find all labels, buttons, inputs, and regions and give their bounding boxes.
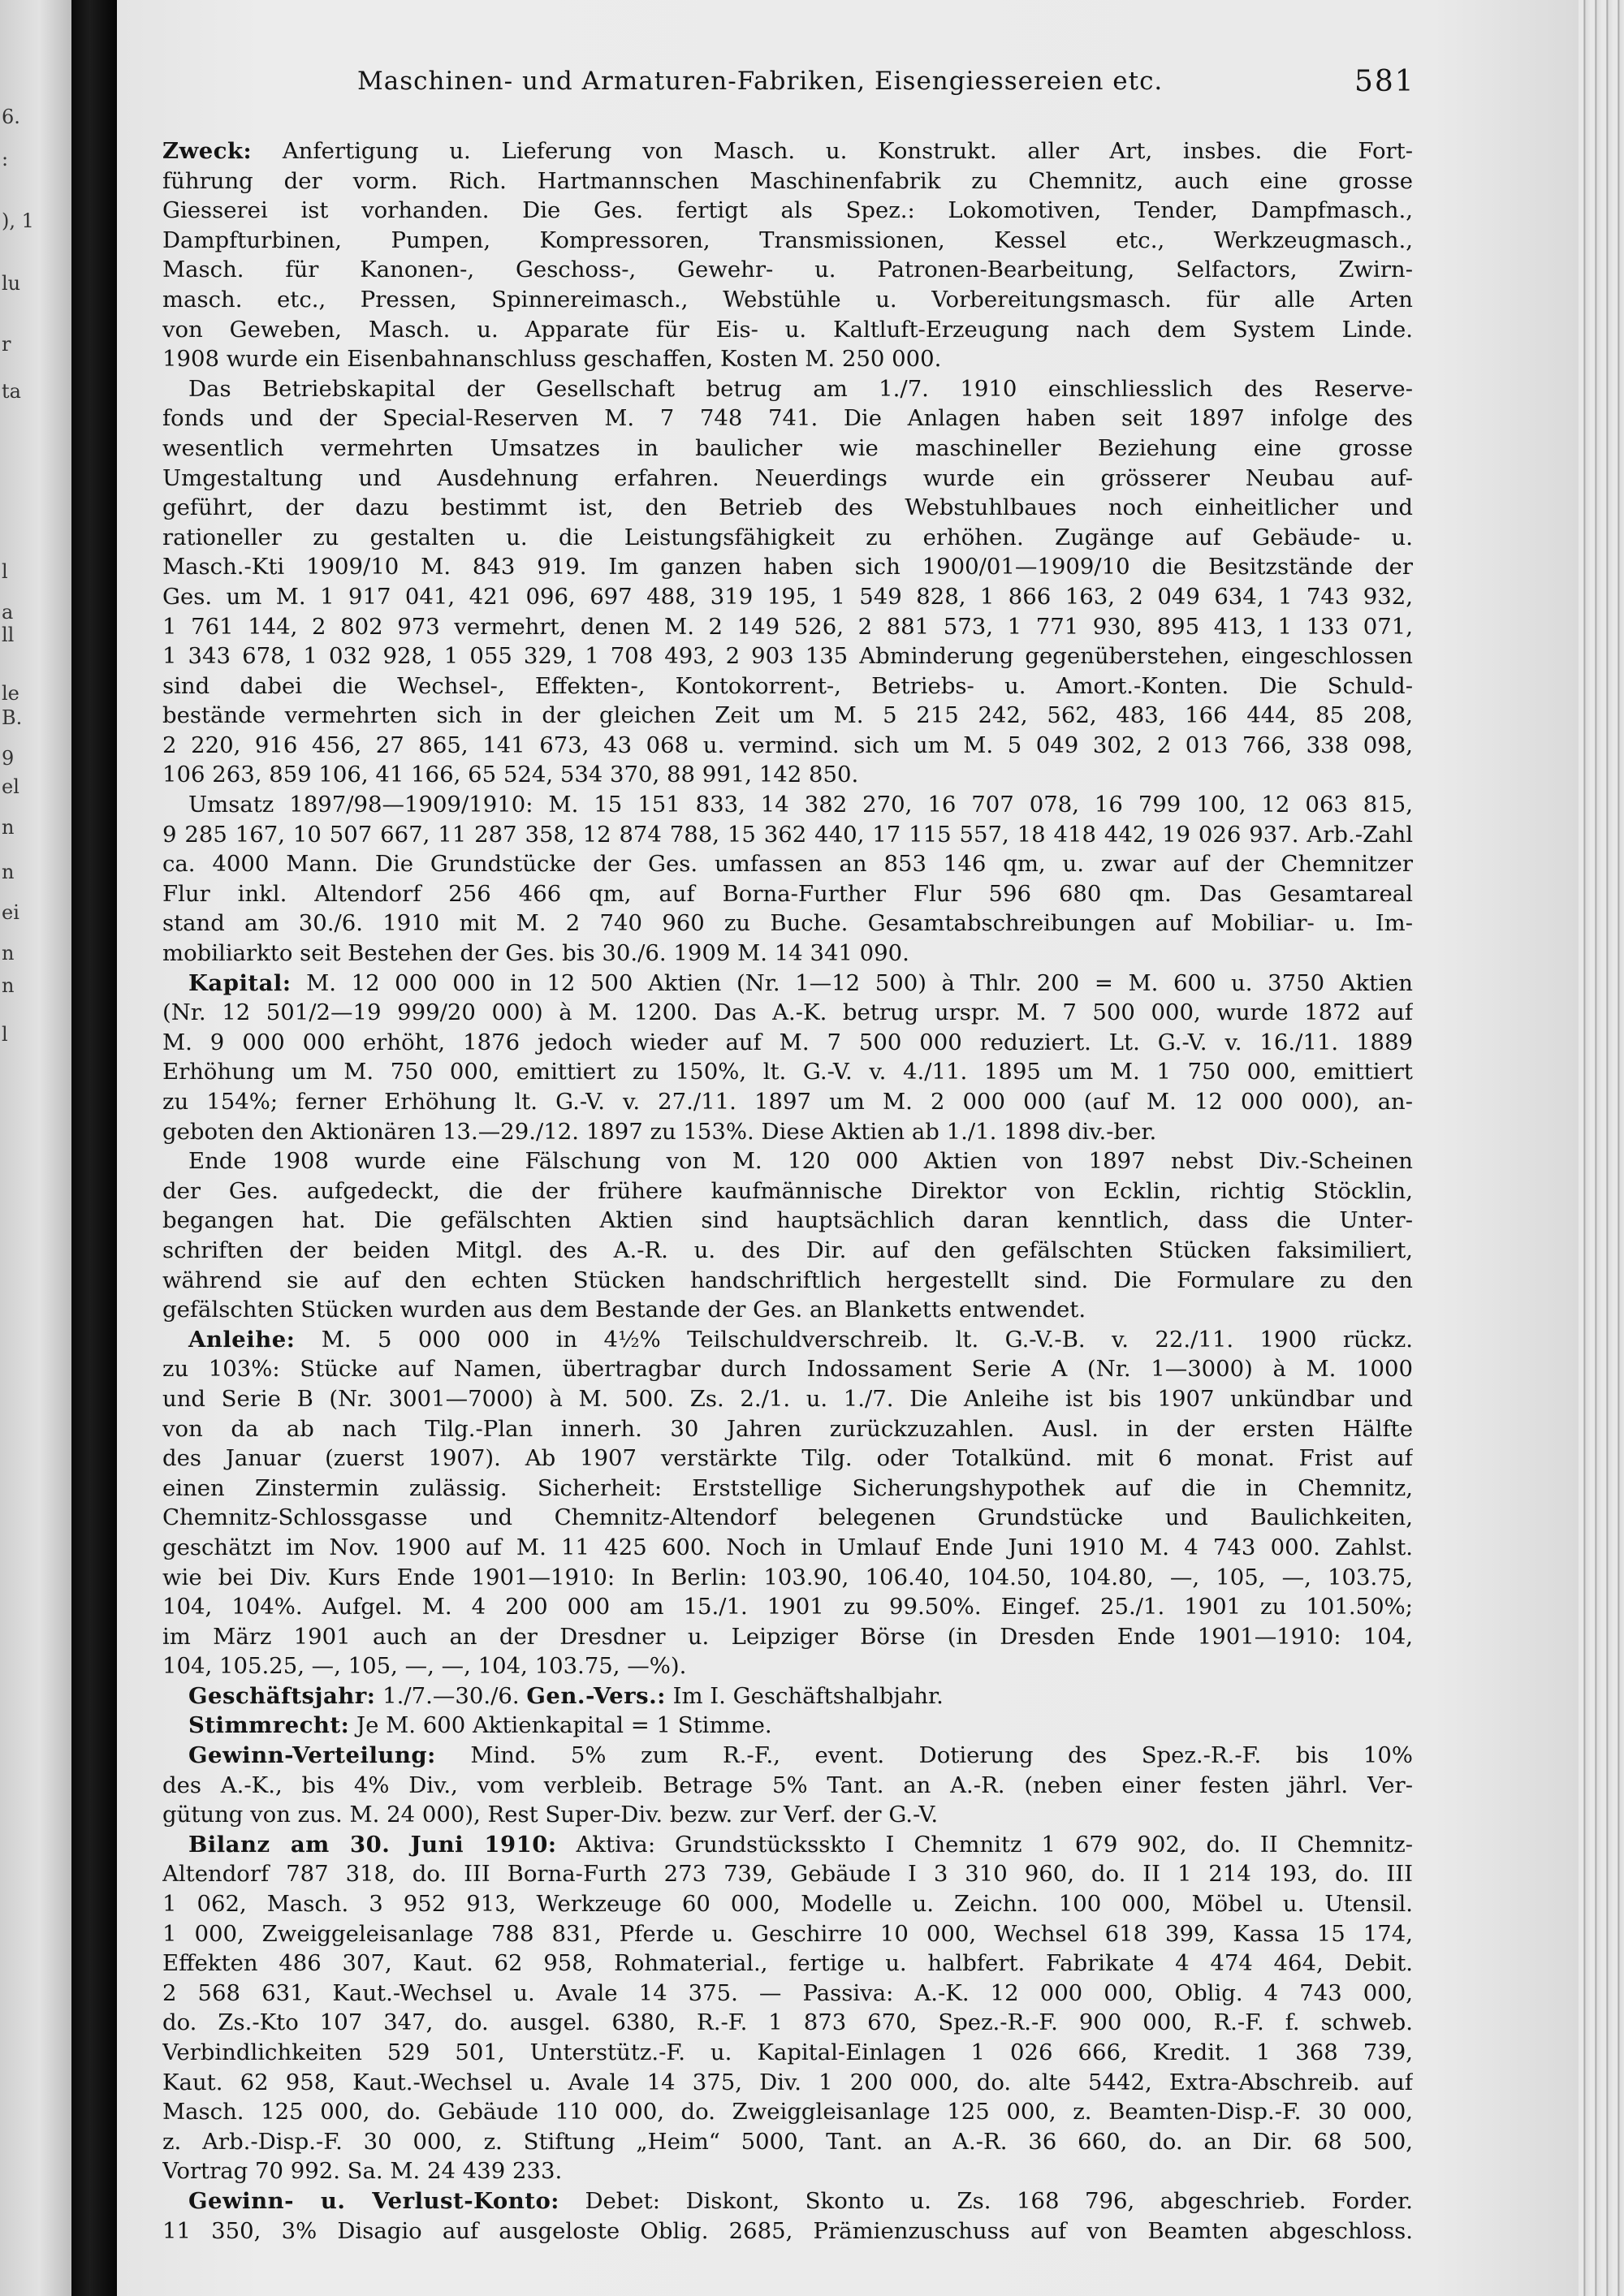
text-line bbox=[162, 1206, 1413, 1236]
previous-page-edge bbox=[0, 0, 71, 2296]
text-line bbox=[162, 434, 1413, 464]
margin-fragment: le bbox=[2, 682, 19, 705]
line-text: und Serie B (Nr. 3001—7000) à M. 500. Zs. 2./1. u. 1./7. Die Anleihe ist bis 1907 unkündbar und bbox=[162, 1385, 1413, 1412]
line-text: z. Arb.-Disp.-F. 30 000, z. Stiftung „Heim“ 5000, Tant. an A.-R. 36 660, do. an Dir. 68 500, bbox=[162, 2128, 1413, 2155]
line-text: Flur inkl. Altendorf 256 466 qm, auf Borna-Further Flur 596 680 qm. Das Gesamtareal bbox=[162, 880, 1413, 907]
line-text: 1 000, Zweiggeleisanlage 788 831, Pferde u. Geschirre 10 000, Wechsel 618 399, Kassa 15 174, bbox=[162, 1920, 1413, 1947]
line-text: 1./7.—30./6. bbox=[375, 1682, 527, 1709]
text-line bbox=[162, 226, 1413, 256]
text-line bbox=[162, 582, 1413, 612]
margin-fragment: a bbox=[2, 601, 14, 624]
margin-fragment: ll bbox=[2, 624, 15, 646]
line-text: sind dabei die Wechsel-, Effekten-, Kontokorrent-, Betriebs- u. Amort.-Konten. Die Schuld- bbox=[162, 672, 1413, 699]
line-text: geboten den Aktionären 13.—29./12. 1897 zu 153%. Diese Aktien ab 1./1. 1898 div.-ber. bbox=[162, 1118, 1157, 1145]
line-text: Anfertigung u. Lieferung von Masch. u. Konstrukt. aller Art, insbes. die Fort- bbox=[252, 138, 1413, 164]
line-text: 106 263, 859 106, 41 166, 65 524, 534 370, 88 991, 142 850. bbox=[162, 762, 859, 788]
text-line bbox=[162, 464, 1413, 494]
line-text: Giesserei ist vorhanden. Die Ges. fertigt als Spez.: Lokomotiven, Tender, Dampfmasch., bbox=[162, 197, 1413, 224]
text-line bbox=[162, 2127, 1413, 2157]
line-text: der Ges. aufgedeckt, die der frühere kaufmännische Direktor von Ecklin, richtig Stöcklin, bbox=[162, 1177, 1413, 1204]
margin-fragment: : bbox=[2, 148, 9, 170]
line-text: im März 1901 auch an der Dresdner u. Leipziger Börse (in Dresden Ende 1901—1910: 104, bbox=[162, 1623, 1413, 1650]
line-text: Verbindlichkeiten 529 501, Unterstütz.-F. u. Kapital-Einlagen 1 026 666, Kredit. 1 368 739, bbox=[162, 2039, 1413, 2065]
margin-fragment: n bbox=[2, 942, 15, 965]
line-text: Umgestaltung und Ausdehnung erfahren. Neuerdings wurde ein grösserer Neubau auf- bbox=[162, 464, 1413, 491]
line-text: 11 350, 3% Disagio auf ausgeloste Oblig. 2685, Prämienzuschuss auf von Beamten abgeschloss. bbox=[162, 2217, 1413, 2244]
line-text: schriften der beiden Mitgl. des A.-R. u. des Dir. auf den gefälschten Stücken faksimiliert, bbox=[162, 1236, 1413, 1263]
line-text: gefälschten Stücken wurden aus dem Bestande der Ges. an Blanketts entwendet. bbox=[162, 1297, 1086, 1323]
text-line bbox=[162, 1146, 1413, 1176]
text-line bbox=[162, 2068, 1413, 2098]
text-line bbox=[162, 1236, 1413, 1266]
line-text: von da ab nach Tilg.-Plan innerh. 30 Jahren zurückzuzahlen. Ausl. in der ersten Hälfte bbox=[162, 1415, 1413, 1442]
text-line bbox=[162, 196, 1413, 226]
section-keyword: Zweck: bbox=[162, 138, 253, 164]
line-text: Erhöhung um M. 750 000, emittiert zu 150%, lt. G.-V. v. 4./11. 1895 um M. 1 750 000, emittiert bbox=[162, 1059, 1413, 1085]
line-text: bestände vermehrten sich in der gleichen Zeit um M. 5 215 242, 562, 483, 166 444, 85 208, bbox=[162, 702, 1413, 729]
line-text: ca. 4000 Mann. Die Grundstücke der Ges. umfassen an 853 146 qm, u. zwar auf der Chemnitzer bbox=[162, 851, 1413, 878]
margin-fragment: ei bbox=[2, 901, 19, 924]
text-line bbox=[162, 701, 1413, 731]
line-text: wesentlich vermehrten Umsatzes in baulicher wie maschineller Beziehung eine grosse bbox=[162, 434, 1413, 461]
margin-fragment: ), 1 bbox=[2, 209, 34, 232]
line-text: einen Zinstermin zulässig. Sicherheit: Erststellige Sicherungshypothek auf die in Chemnitz, bbox=[162, 1474, 1413, 1501]
text-line bbox=[162, 1057, 1413, 1087]
text-line bbox=[162, 939, 1413, 969]
line-text: Debet: Diskont, Skonto u. Zs. 168 796, abgeschrieb. Forder. bbox=[559, 2187, 1413, 2214]
margin-fragment: r bbox=[2, 333, 11, 356]
text-line bbox=[162, 1414, 1413, 1444]
text-line bbox=[162, 285, 1413, 315]
line-text: M. 5 000 000 in 4½% Teilschuldverschreib. lt. G.-V.-B. v. 22./11. 1900 rückz. bbox=[295, 1326, 1413, 1353]
text-line bbox=[162, 1859, 1413, 1889]
text-line bbox=[162, 1889, 1413, 1919]
text-line bbox=[162, 2008, 1413, 2038]
line-text: Im I. Geschäftshalbjahr. bbox=[665, 1682, 944, 1709]
book-gutter bbox=[71, 0, 117, 2296]
text-line bbox=[162, 1651, 1413, 1681]
text-line bbox=[162, 2097, 1413, 2127]
line-text: Mind. 5% zum R.-F., event. Dotierung des Spez.-R.-F. bis 10% bbox=[435, 1742, 1413, 1769]
line-text: do. Zs.-Kto 107 347, do. ausgel. 6380, R.-F. 1 873 670, Spez.-R.-F. 900 000, R.-F. f. schweb. bbox=[162, 2009, 1413, 2036]
text-line bbox=[162, 1354, 1413, 1384]
text-line bbox=[162, 612, 1413, 642]
text-line bbox=[162, 671, 1413, 701]
text-line bbox=[162, 969, 1413, 999]
line-text: Aktiva: Grundstücksskto I Chemnitz 1 679 902, do. II Chemnitz- bbox=[556, 1831, 1413, 1858]
text-line bbox=[162, 2186, 1413, 2216]
text-line bbox=[162, 908, 1413, 939]
text-line bbox=[162, 1622, 1413, 1652]
text-line bbox=[162, 1028, 1413, 1058]
line-text: Altendorf 787 318, do. III Borna-Furth 273 739, Gebäude I 3 310 960, do. II 1 214 193, do. III bbox=[162, 1861, 1413, 1888]
line-text: fonds und der Special-Reserven M. 7 748 741. Die Anlagen haben seit 1897 infolge des bbox=[162, 405, 1413, 432]
margin-fragment: el bbox=[2, 775, 19, 798]
line-text: M. 12 000 000 in 12 500 Aktien (Nr. 1—12 500) à Thlr. 200 = M. 600 u. 3750 Aktien bbox=[291, 969, 1413, 996]
page-number: 581 bbox=[1354, 65, 1415, 98]
text-line bbox=[162, 879, 1413, 909]
section-keyword: Kapital: bbox=[188, 969, 292, 996]
text-line bbox=[162, 820, 1413, 850]
section-keyword: Anleihe: bbox=[188, 1326, 296, 1353]
line-text: 1908 wurde ein Eisenbahnanschluss geschaffen, Kosten M. 250 000. bbox=[162, 346, 942, 373]
line-text: zu 103%: Stücke auf Namen, übertragbar durch Indossament Serie A (Nr. 1—3000) à M. 1000 bbox=[162, 1356, 1413, 1383]
section-keyword: Stimmrecht: bbox=[188, 1712, 350, 1739]
line-text: Vortrag 70 992. Sa. M. 24 439 233. bbox=[162, 2158, 563, 2185]
text-line bbox=[162, 2038, 1413, 2068]
line-text: Je M. 600 Aktienkapital = 1 Stimme. bbox=[349, 1712, 772, 1739]
margin-fragment: ta bbox=[2, 380, 21, 403]
line-text: Effekten 486 307, Kaut. 62 958, Rohmaterial., fertige u. halbfert. Fabrikate 4 474 464, Debit. bbox=[162, 1950, 1413, 1977]
line-text: geschätzt im Nov. 1900 auf M. 11 425 600. Noch in Umlauf Ende Juni 1910 M. 4 743 000. Zahlst. bbox=[162, 1534, 1413, 1560]
margin-fragment: 9 bbox=[2, 747, 15, 770]
text-line bbox=[162, 1325, 1413, 1355]
text-line bbox=[162, 641, 1413, 671]
text-line bbox=[162, 1563, 1413, 1593]
line-text: 1 343 678, 1 032 928, 1 055 329, 1 708 493, 2 903 135 Abminderung gegenüberstehen, eingeschlossen bbox=[162, 643, 1413, 670]
text-line bbox=[162, 1711, 1413, 1741]
line-text: 1 761 144, 2 802 973 vermehrt, denen M. 2 149 526, 2 881 573, 1 771 930, 895 413, 1 133 071, bbox=[162, 613, 1413, 640]
text-line bbox=[162, 344, 1413, 374]
line-text: 104, 105.25, —, 105, —, —, 104, 103.75, —%). bbox=[162, 1653, 687, 1680]
line-text: 104, 104%. Aufgel. M. 4 200 000 am 15./1. 1901 zu 99.50%. Eingef. 25./1. 1901 zu 101.50%; bbox=[162, 1594, 1413, 1621]
text-line bbox=[162, 2216, 1413, 2246]
section-keyword: Gen.-Vers.: bbox=[526, 1682, 666, 1709]
text-line bbox=[162, 1592, 1413, 1622]
text-line bbox=[162, 315, 1413, 345]
line-text: begangen hat. Die gefälschten Aktien sind hauptsächlich daran kenntlich, dass die Unter- bbox=[162, 1207, 1413, 1234]
margin-fragment: l bbox=[2, 1023, 8, 1046]
line-text: 2 568 631, Kaut.-Wechsel u. Avale 14 375. — Passiva: A.-K. 12 000 000, Oblig. 4 743 000, bbox=[162, 1979, 1413, 2006]
text-line bbox=[162, 1979, 1413, 2009]
text-line bbox=[162, 2156, 1413, 2186]
text-line bbox=[162, 849, 1413, 879]
margin-fragment: 6. bbox=[2, 106, 20, 128]
line-text: Masch. 125 000, do. Gebäude 110 000, do. Zweiggleisanlage 125 000, z. Beamten-Disp.-F. 30 000, bbox=[162, 2099, 1413, 2126]
line-text: von Geweben, Masch. u. Apparate für Eis- u. Kaltluft-Erzeugung nach dem System Linde. bbox=[162, 316, 1413, 343]
text-line bbox=[162, 1949, 1413, 1979]
margin-fragment: B. bbox=[2, 706, 23, 729]
line-text: zu 154%; ferner Erhöhung lt. G.-V. v. 27./11. 1897 um M. 2 000 000 (auf M. 12 000 000), an- bbox=[162, 1089, 1413, 1115]
line-text: mobiliarkto seit Bestehen der Ges. bis 30./6. 1909 M. 14 341 090. bbox=[162, 940, 909, 967]
line-text: Umsatz 1897/98—1909/1910: M. 15 151 833, 14 382 270, 16 707 078, 16 799 100, 12 063 815, bbox=[188, 792, 1413, 818]
text-line bbox=[162, 166, 1413, 196]
document-body bbox=[162, 136, 1413, 2246]
text-line bbox=[162, 1295, 1413, 1325]
text-line bbox=[162, 1503, 1413, 1533]
line-text: stand am 30./6. 1910 mit M. 2 740 960 zu Buche. Gesamtabschreibungen auf Mobiliar- u. Im- bbox=[162, 910, 1413, 937]
line-text: 9 285 167, 10 507 667, 11 287 358, 12 874 788, 15 362 440, 17 115 557, 18 418 442, 19 026 937. Arb.-Zahl bbox=[162, 821, 1413, 848]
line-text: 1 062, Masch. 3 952 913, Werkzeuge 60 000, Modelle u. Zeichn. 100 000, Möbel u. Utensil. bbox=[162, 1891, 1413, 1918]
line-text: Masch.-Kti 1909/10 M. 843 919. Im ganzen haben sich 1900/01—1909/10 die Besitzstände der bbox=[162, 554, 1413, 580]
margin-fragment: lu bbox=[2, 272, 21, 295]
section-keyword: Gewinn- u. Verlust-Konto: bbox=[188, 2187, 559, 2214]
margin-fragment: l bbox=[2, 560, 8, 583]
text-line bbox=[162, 1681, 1413, 1711]
text-line bbox=[162, 731, 1413, 761]
line-text: Ende 1908 wurde eine Fälschung von M. 120 000 Aktien von 1897 nebst Div.-Scheinen bbox=[188, 1148, 1413, 1175]
text-line bbox=[162, 255, 1413, 285]
margin-fragment: n bbox=[2, 861, 15, 883]
line-text: des Januar (zuerst 1907). Ab 1907 verstärkte Tilg. oder Totalkünd. mit 6 monat. Frist auf bbox=[162, 1445, 1413, 1472]
line-text: Ges. um M. 1 917 041, 421 096, 697 488, 319 195, 1 549 828, 1 866 163, 2 049 634, 1 743 932, bbox=[162, 583, 1413, 610]
text-line bbox=[162, 1741, 1413, 1771]
line-text: gütung von zus. M. 24 000), Rest Super-Div. bezw. zur Verf. der G.-V. bbox=[162, 1802, 939, 1828]
line-text: geführt, der dazu bestimmt ist, den Betrieb des Webstuhlbaues noch einheitlicher und bbox=[162, 494, 1413, 521]
section-keyword: Gewinn-Verteilung: bbox=[188, 1742, 436, 1769]
line-text: Masch. für Kanonen-, Geschoss-, Gewehr- u. Patronen-Bearbeitung, Selfactors, Zwirn- bbox=[162, 257, 1413, 283]
text-line bbox=[162, 1176, 1413, 1206]
text-line bbox=[162, 1117, 1413, 1147]
text-line bbox=[162, 1919, 1413, 1949]
text-line bbox=[162, 1384, 1413, 1414]
margin-fragment: n bbox=[2, 816, 15, 839]
page-stack-edge bbox=[1579, 0, 1624, 2296]
text-line bbox=[162, 760, 1413, 790]
line-text: des A.-K., bis 4% Div., vom verbleib. Betrage 5% Tant. an A.-R. (neben einer festen jährl. Ver- bbox=[162, 1772, 1413, 1798]
text-line bbox=[162, 493, 1413, 523]
text-line bbox=[162, 1800, 1413, 1830]
line-text: 2 220, 916 456, 27 865, 141 673, 43 068 u. vermind. sich um M. 5 049 302, 2 013 766, 338 098, bbox=[162, 732, 1413, 758]
line-text: Kaut. 62 958, Kaut.-Wechsel u. Avale 14 375, Div. 1 200 000, do. alte 5442, Extra-Abschreib. auf bbox=[162, 2069, 1413, 2095]
line-text: Das Betriebskapital der Gesellschaft betrug am 1./7. 1910 einschliesslich des Reserve- bbox=[188, 375, 1413, 402]
section-keyword: Bilanz am 30. Juni 1910: bbox=[188, 1831, 557, 1858]
text-line bbox=[162, 523, 1413, 553]
text-line bbox=[162, 404, 1413, 434]
line-text: Chemnitz-Schlossgasse und Chemnitz-Altendorf belegenen Grundstücke und Baulichkeiten, bbox=[162, 1504, 1413, 1531]
text-line bbox=[162, 998, 1413, 1028]
line-text: während sie auf den echten Stücken handschriftlich hergestellt sind. Die Formulare zu den bbox=[162, 1267, 1413, 1293]
text-line bbox=[162, 374, 1413, 404]
text-line bbox=[162, 136, 1413, 166]
line-text: (Nr. 12 501/2—19 999/20 000) à M. 1200. Das A.-K. betrug urspr. M. 7 500 000, wurde 1872 auf bbox=[162, 999, 1413, 1026]
text-line bbox=[162, 1087, 1413, 1117]
line-text: M. 9 000 000 erhöht, 1876 jedoch wieder auf M. 7 500 000 reduziert. Lt. G.-V. v. 16./11. 1889 bbox=[162, 1029, 1413, 1055]
line-text: rationeller zu gestalten u. die Leistungsfähigkeit zu erhöhen. Zugänge auf Gebäude- u. bbox=[162, 524, 1413, 550]
text-line bbox=[162, 790, 1413, 820]
text-line bbox=[162, 1830, 1413, 1860]
line-text: führung der vorm. Rich. Hartmannschen Maschinenfabrik zu Chemnitz, auch eine grosse bbox=[162, 167, 1413, 194]
text-line bbox=[162, 1771, 1413, 1801]
line-text: wie bei Div. Kurs Ende 1901—1910: In Berlin: 103.90, 106.40, 104.50, 104.80, —, 105, —, 103.75, bbox=[162, 1564, 1413, 1590]
margin-fragment: n bbox=[2, 974, 15, 997]
line-text: Dampfturbinen, Pumpen, Kompressoren, Transmissionen, Kessel etc., Werkzeugmasch., bbox=[162, 227, 1413, 253]
text-line bbox=[162, 1533, 1413, 1563]
text-line bbox=[162, 1474, 1413, 1504]
text-line bbox=[162, 1444, 1413, 1474]
section-keyword: Geschäftsjahr: bbox=[188, 1682, 376, 1709]
text-line bbox=[162, 1266, 1413, 1296]
text-line bbox=[162, 552, 1413, 582]
line-text: masch. etc., Pressen, Spinnereimasch., Webstühle u. Vorbereitungsmasch. für alle Arten bbox=[162, 286, 1413, 313]
running-header: Maschinen- und Armaturen-Fabriken, Eisengiessereien etc. bbox=[357, 67, 1164, 96]
